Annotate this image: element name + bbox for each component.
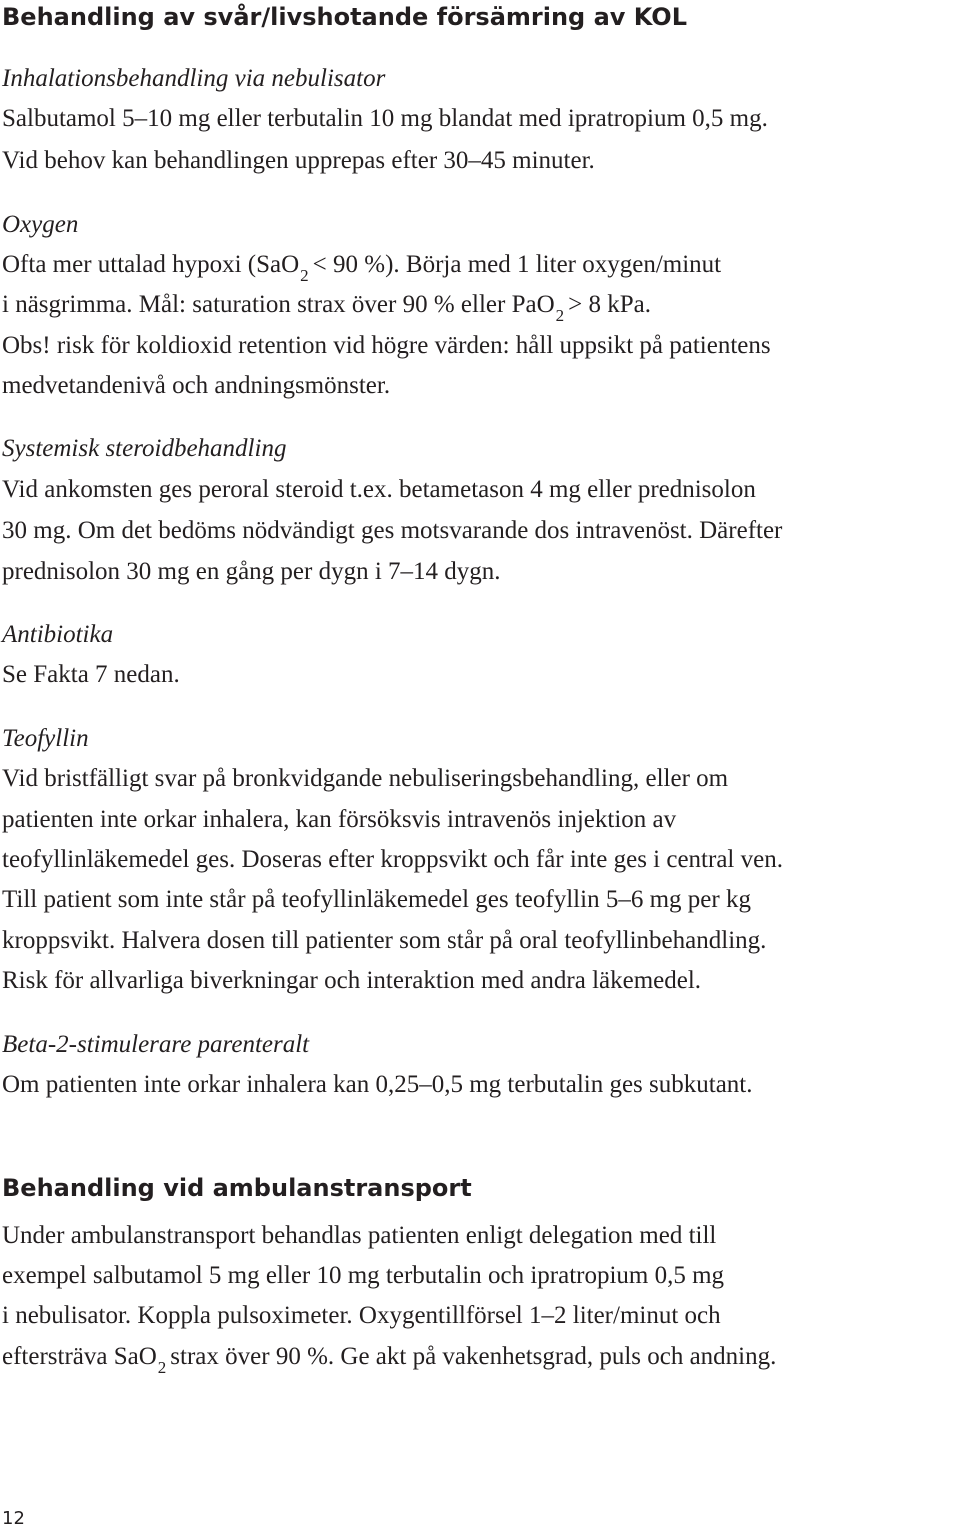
subheading-steroid: Systemisk steroidbehandling <box>2 435 287 462</box>
text-segment: strax över 90 %. Ge akt på vakenhetsgrad, puls och andning. <box>170 1343 777 1370</box>
body-line: teofyllinläkemedel ges. Doseras efter kroppsvikt och får inte ges i central ven. <box>2 846 783 873</box>
body-line: Risk för allvarliga biverkningar och interaktion med andra läkemedel. <box>2 967 702 994</box>
section-heading-severe-copd: Behandling av svår/livshotande försämring av KOL <box>2 3 687 31</box>
subheading-oxygen: Oxygen <box>2 211 79 238</box>
body-line: 30 mg. Om det bedöms nödvändigt ges motsvarande dos intravenöst. Därefter <box>2 517 783 544</box>
body-line: kroppsvikt. Halvera dosen till patienter som står på oral teofyllinbehandling. <box>2 927 767 954</box>
text-segment: i näsgrimma. Mål: saturation strax över 90 % eller PaO <box>2 291 555 318</box>
body-line: medvetandenivå och andningsmönster. <box>2 372 391 399</box>
body-line: i nebulisator. Koppla pulsoximeter. Oxygentillförsel 1–2 liter/minut och <box>2 1302 721 1329</box>
subheading-inhalation: Inhalationsbehandling via nebulisator <box>2 65 386 92</box>
body-line: exempel salbutamol 5 mg eller 10 mg terbutalin och ipratropium 0,5 mg <box>2 1262 725 1289</box>
body-line: Se Fakta 7 nedan. <box>2 661 180 688</box>
body-line: prednisolon 30 mg en gång per dygn i 7–14 dygn. <box>2 558 501 585</box>
subscript: 2 <box>157 1358 167 1377</box>
body-line: patienten inte orkar inhalera, kan försöksvis intravenös injektion av <box>2 806 677 833</box>
body-line-oxygen-1 <box>2 250 722 285</box>
text-segment: Ofta mer uttalad hypoxi (SaO <box>2 251 300 278</box>
body-line-oxygen-2 <box>2 290 651 325</box>
body-line: Vid bristfälligt svar på bronkvidgande nebuliseringsbehandling, eller om <box>2 765 729 792</box>
page-number: 12 <box>2 1508 25 1529</box>
body-line: Till patient som inte står på teofyllinläkemedel ges teofyllin 5–6 mg per kg <box>2 886 751 913</box>
text-segment: > 8 kPa. <box>568 291 651 318</box>
subscript: 2 <box>555 306 565 325</box>
body-line: Om patienten inte orkar inhalera kan 0,25–0,5 mg terbutalin ges subkutant. <box>2 1071 753 1098</box>
body-line: Vid behov kan behandlingen upprepas efter 30–45 minuter. <box>2 147 595 174</box>
body-line-ambulance-last <box>2 1342 777 1377</box>
body-line: Salbutamol 5–10 mg eller terbutalin 10 mg blandat med ipratropium 0,5 mg. <box>2 105 768 132</box>
subheading-beta2: Beta-2-stimulerare parenteralt <box>2 1031 310 1058</box>
body-line: Under ambulanstransport behandlas patienten enligt delegation med till <box>2 1222 717 1249</box>
subscript: 2 <box>300 266 309 285</box>
subheading-antibiotics: Antibiotika <box>2 621 114 648</box>
body-line: Obs! risk för koldioxid retention vid högre värden: håll uppsikt på patientens <box>2 332 771 359</box>
text-segment: eftersträva SaO <box>2 1343 157 1370</box>
body-line: Vid ankomsten ges peroral steroid t.ex. betametason 4 mg eller prednisolon <box>2 476 756 503</box>
subheading-theophylline: Teofyllin <box>2 725 89 752</box>
text-segment: < 90 %). Börja med 1 liter oxygen/minut <box>312 251 722 278</box>
section-heading-ambulance: Behandling vid ambulanstransport <box>2 1174 472 1202</box>
